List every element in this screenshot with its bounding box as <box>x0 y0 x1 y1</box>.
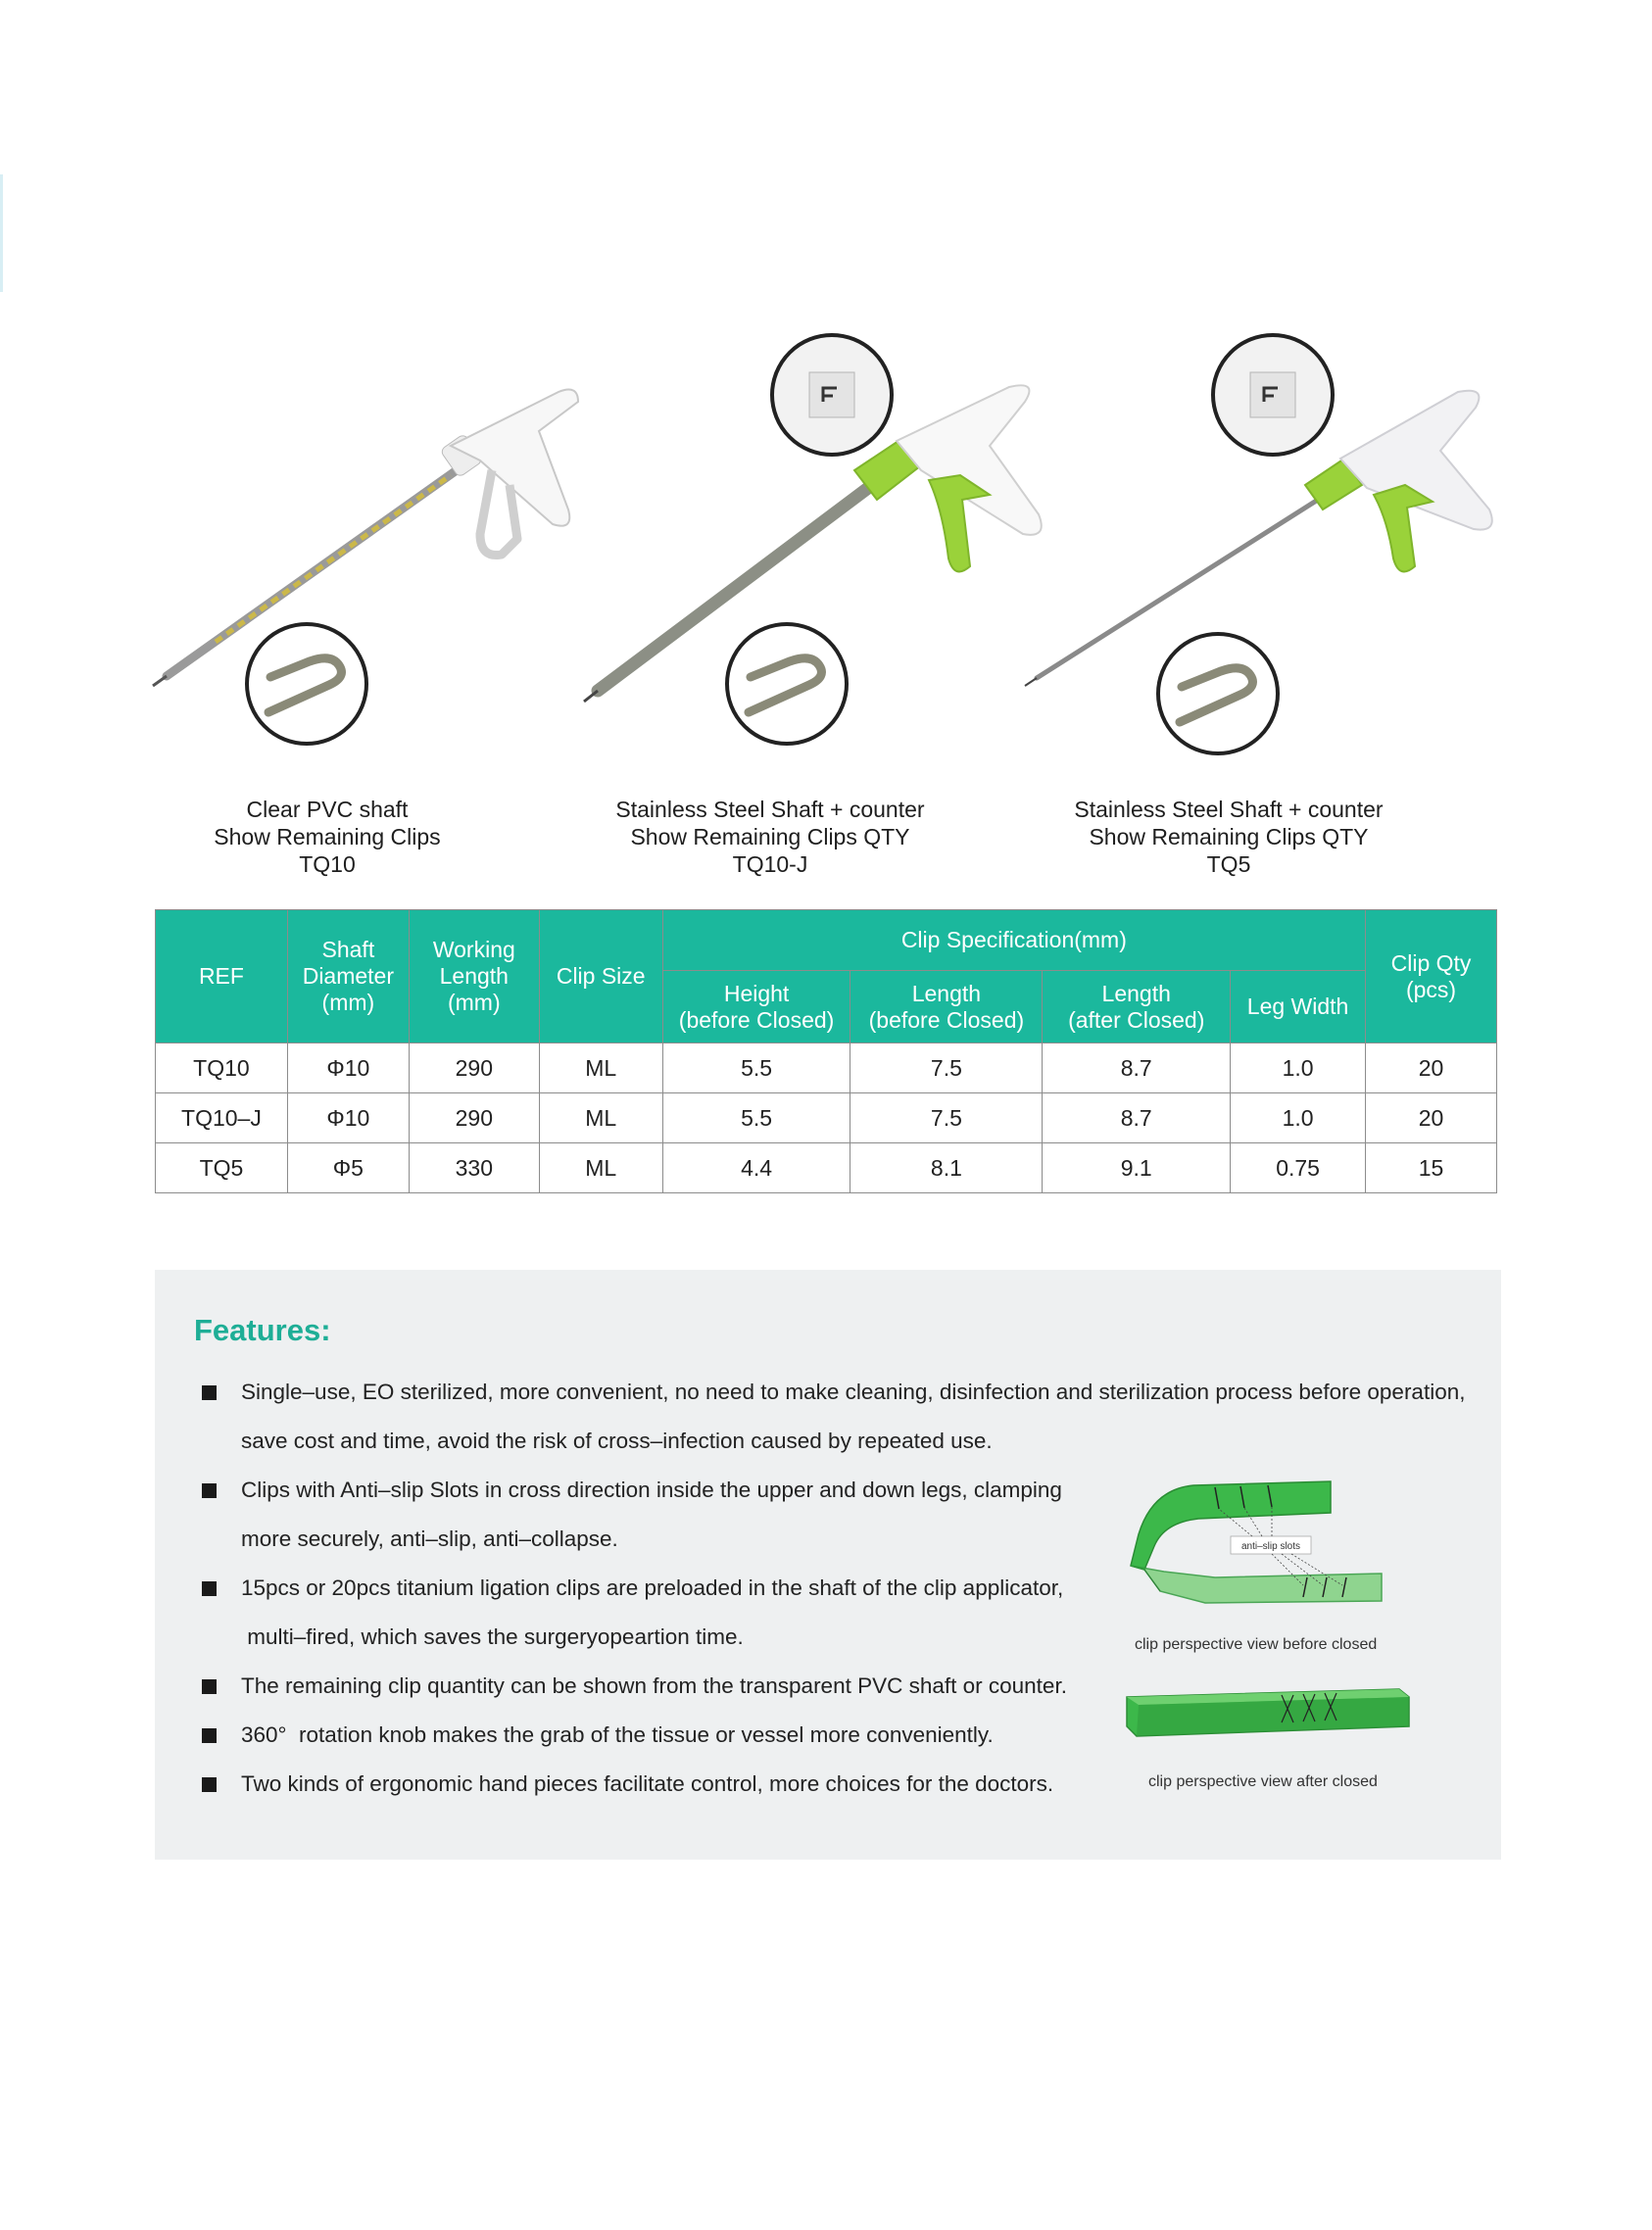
header-working-length: Working Length (mm) <box>409 910 539 1043</box>
header-height: Height (before Closed) <box>662 971 850 1043</box>
feature-text: Clips with Anti–slip Slots in cross direction inside the upper and down legs, clamping <box>241 1478 1062 1502</box>
table-cell: 7.5 <box>850 1043 1043 1093</box>
feature-text: 15pcs or 20pcs titanium ligation clips are preloaded in the shaft of the clip applicator, <box>241 1576 1064 1600</box>
feature-text: Single–use, EO sterilized, more convenient, no need to make cleaning, disinfection and sterilization process before operation, <box>241 1380 1466 1404</box>
features-panel <box>155 1270 1501 1860</box>
header-length-after: Length (after Closed) <box>1043 971 1231 1043</box>
table-cell: 9.1 <box>1043 1143 1231 1193</box>
caption-line: TQ5 <box>1206 851 1251 877</box>
caption-line: TQ10-J <box>732 851 808 877</box>
table-cell: 8.1 <box>850 1143 1043 1193</box>
caption-before-closed: clip perspective view before closed <box>1135 1636 1378 1653</box>
edge-marker <box>0 174 3 292</box>
table-cell: 20 <box>1366 1093 1497 1143</box>
header-ref: REF <box>156 910 288 1043</box>
clip-closeup-circle <box>245 622 368 746</box>
table-cell: 15 <box>1366 1143 1497 1193</box>
table-cell: 20 <box>1366 1043 1497 1093</box>
counter-closeup-circle <box>1211 333 1335 457</box>
caption-line: Stainless Steel Shaft + counter <box>615 797 925 822</box>
table-cell: 7.5 <box>850 1093 1043 1143</box>
feature-text: The remaining clip quantity can be shown from the transparent PVC shaft or counter. <box>241 1673 1067 1698</box>
caption-line: Clear PVC shaft <box>246 797 409 822</box>
table-cell: ML <box>539 1143 662 1193</box>
table-cell: 0.75 <box>1231 1143 1366 1193</box>
slots-label: anti–slip slots <box>1240 1541 1301 1552</box>
table-cell: 1.0 <box>1231 1043 1366 1093</box>
table-cell: Φ5 <box>287 1143 409 1193</box>
table-cell: Φ10 <box>287 1043 409 1093</box>
table-cell: 1.0 <box>1231 1093 1366 1143</box>
feature-text: Two kinds of ergonomic hand pieces facilitate control, more choices for the doctors. <box>241 1771 1054 1796</box>
table-cell: 290 <box>409 1043 539 1093</box>
caption-line: Stainless Steel Shaft + counter <box>1074 797 1384 822</box>
table-cell: ML <box>539 1043 662 1093</box>
square-bullet-icon <box>202 1581 217 1596</box>
feature-text: save cost and time, avoid the risk of cross–infection caused by repeated use. <box>241 1429 993 1453</box>
table-cell: TQ5 <box>156 1143 288 1193</box>
product-image-tq5 <box>1029 323 1499 774</box>
feature-text: more securely, anti–slip, anti–collapse. <box>241 1527 618 1551</box>
header-leg-width: Leg Width <box>1231 971 1366 1043</box>
header-clip-specification: Clip Specification(mm) <box>662 910 1365 971</box>
caption-line: Show Remaining Clips QTY <box>1089 824 1369 849</box>
product-caption-tq10 <box>82 796 572 878</box>
header-clip-size: Clip Size <box>539 910 662 1043</box>
caption-after-closed: clip perspective view after closed <box>1148 1773 1378 1790</box>
product-caption-tq5 <box>984 796 1474 878</box>
table-cell: Φ10 <box>287 1093 409 1143</box>
table-cell: 4.4 <box>662 1143 850 1193</box>
caption-line: TQ10 <box>299 851 356 877</box>
clip-diagram-after-closed <box>1125 1683 1409 1742</box>
counter-closeup-circle <box>770 333 894 457</box>
square-bullet-icon <box>202 1385 217 1400</box>
table-cell: TQ10 <box>156 1043 288 1093</box>
table-cell: TQ10–J <box>156 1093 288 1143</box>
square-bullet-icon <box>202 1728 217 1743</box>
feature-text: multi–fired, which saves the surgeryopeartion time. <box>241 1624 744 1649</box>
features-title: Features: <box>194 1313 331 1347</box>
feature-text: 360° rotation knob makes the grab of the tissue or vessel more conveniently. <box>241 1722 994 1747</box>
table-cell: ML <box>539 1093 662 1143</box>
caption-line: Show Remaining Clips QTY <box>630 824 910 849</box>
product-image-tq10-j <box>578 323 1048 774</box>
product-image-tq10 <box>147 323 617 774</box>
clip-closeup-circle <box>725 622 849 746</box>
square-bullet-icon <box>202 1777 217 1792</box>
square-bullet-icon <box>202 1679 217 1694</box>
table-cell: 5.5 <box>662 1043 850 1093</box>
table-cell: 8.7 <box>1043 1093 1231 1143</box>
spec-table <box>155 909 1497 1193</box>
header-length-before: Length (before Closed) <box>850 971 1043 1043</box>
table-cell: 290 <box>409 1093 539 1143</box>
table-row <box>156 1143 1497 1193</box>
table-cell: 8.7 <box>1043 1043 1231 1093</box>
product-caption-tq10-j <box>525 796 1015 878</box>
caption-line: Show Remaining Clips <box>214 824 441 849</box>
header-clip-qty: Clip Qty (pcs) <box>1366 910 1497 1043</box>
clip-closeup-circle <box>1156 632 1280 755</box>
table-row <box>156 1043 1497 1093</box>
table-cell: 330 <box>409 1143 539 1193</box>
table-row <box>156 1093 1497 1143</box>
table-cell: 5.5 <box>662 1093 850 1143</box>
clip-diagram-before-closed <box>1125 1476 1399 1623</box>
header-shaft-diameter: Shaft Diameter (mm) <box>287 910 409 1043</box>
feature-item <box>202 1368 1476 1466</box>
square-bullet-icon <box>202 1483 217 1498</box>
